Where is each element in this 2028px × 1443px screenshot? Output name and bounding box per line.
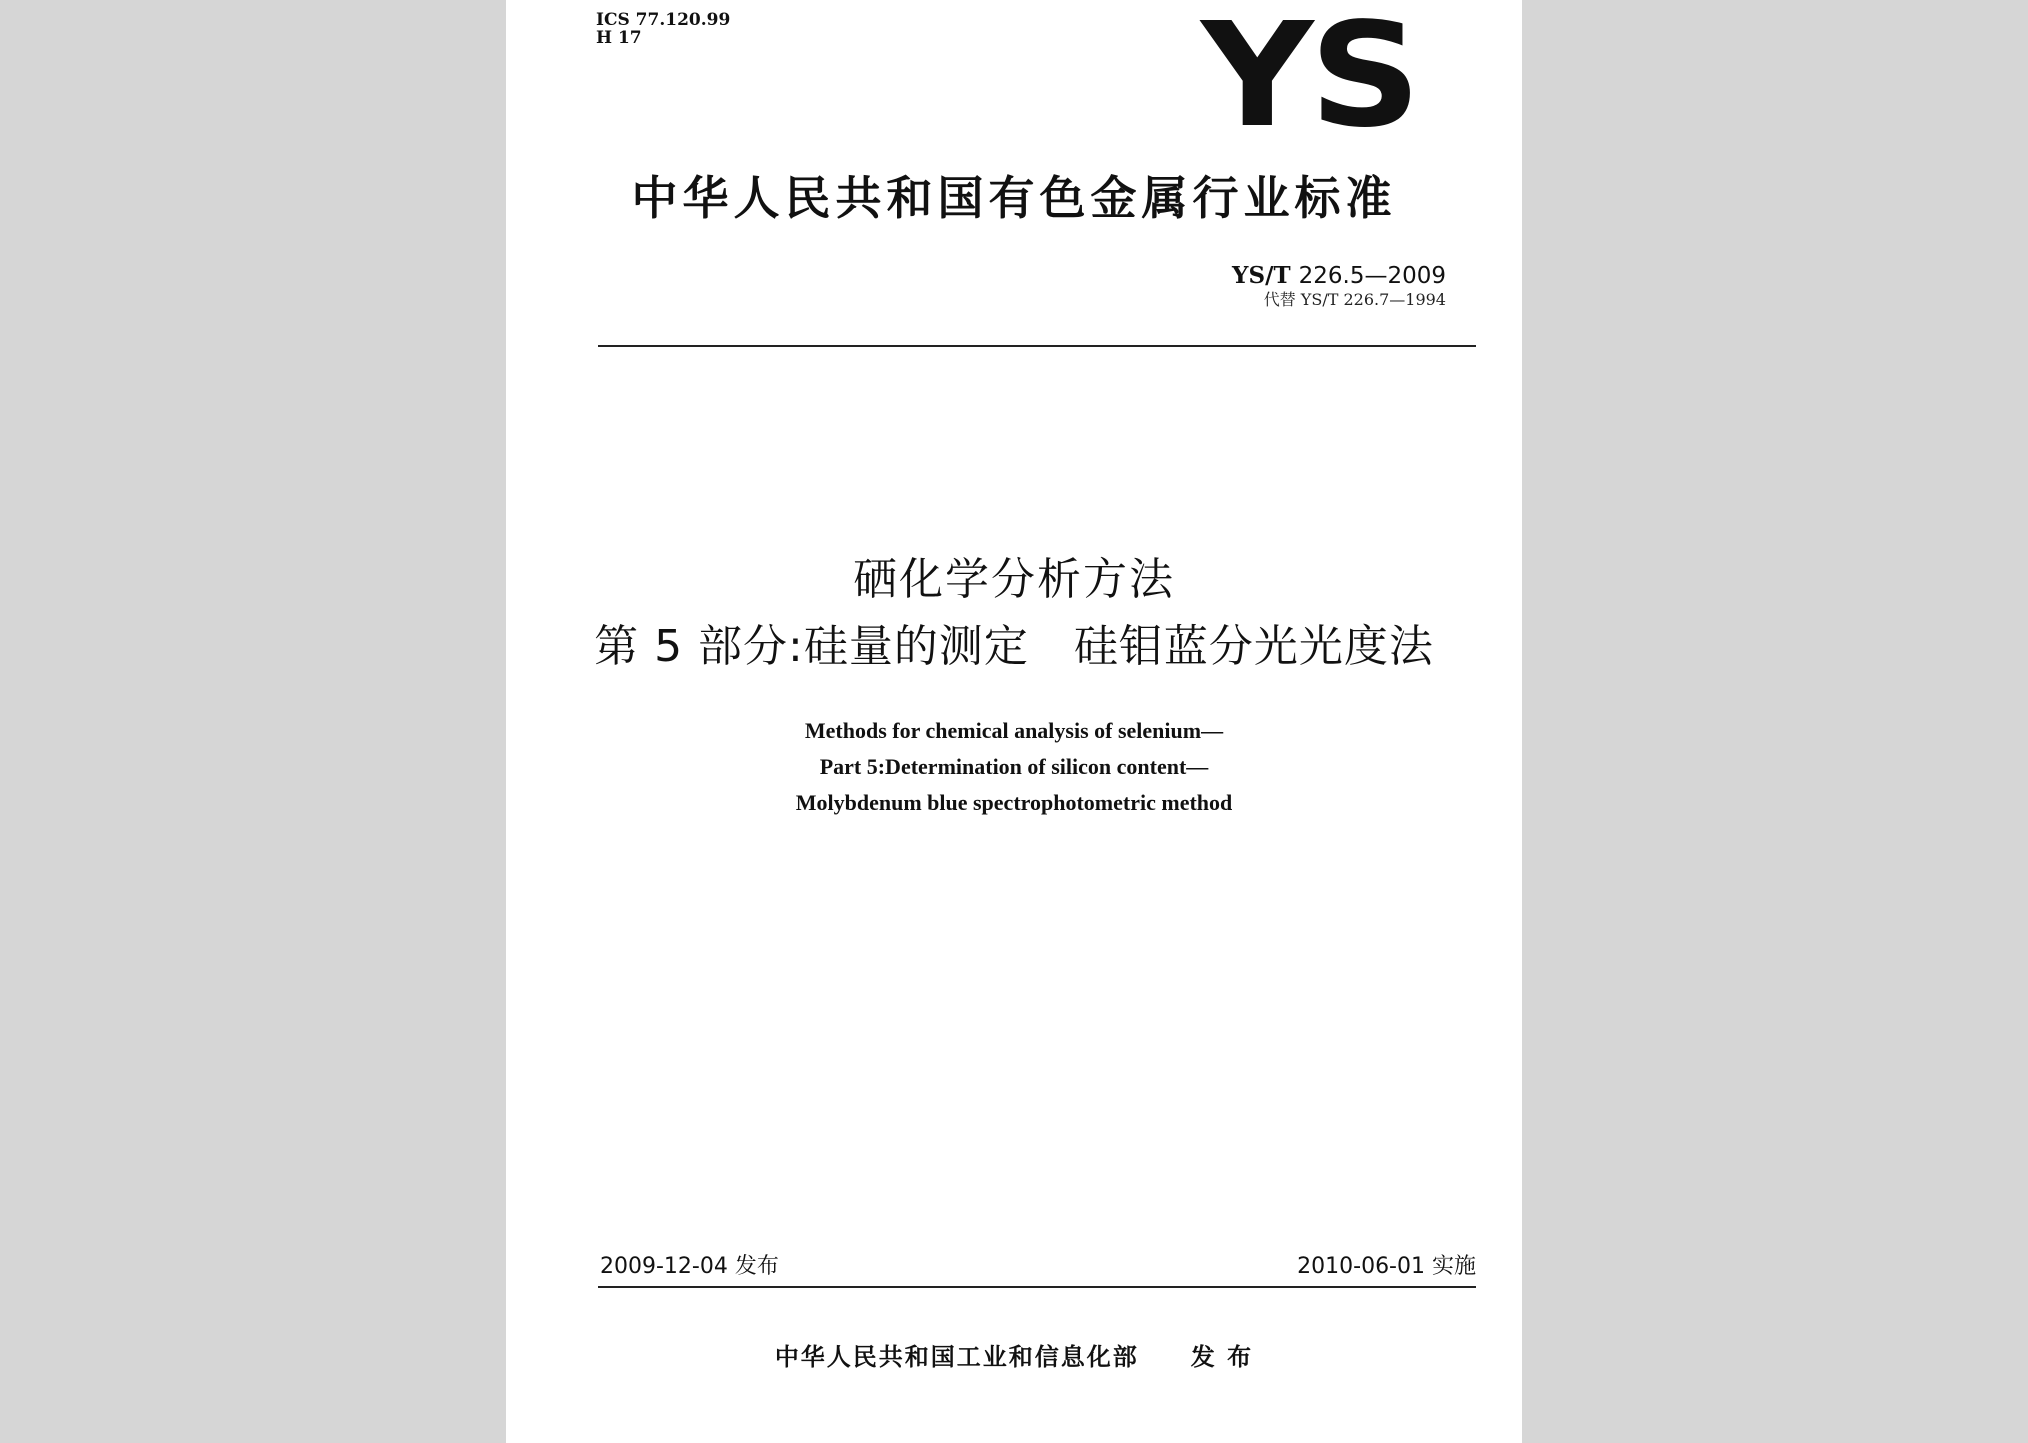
top-divider xyxy=(598,345,1476,347)
english-title-line-2: Part 5:Determination of silicon content— xyxy=(819,754,1209,779)
english-title-line-1: Methods for chemical analysis of selenium— xyxy=(804,718,1224,743)
classification-code: H 17 xyxy=(596,28,642,48)
chinese-title-line-1: 硒化学分析方法 xyxy=(853,554,1175,605)
issue-date: 2009-12-04 发布 xyxy=(600,1254,779,1279)
document-page xyxy=(506,0,1522,1443)
issuing-authority: 中华人民共和国工业和信息化部 发 布 xyxy=(774,1343,1254,1371)
standard-number xyxy=(1232,262,1446,290)
bottom-divider xyxy=(598,1286,1476,1288)
standard-category-title: 中华人民共和国有色金属行业标准 xyxy=(631,171,1397,225)
ics-code: ICS 77.120.99 xyxy=(596,10,731,30)
standard-code-number: 226.5—2009 xyxy=(1298,263,1446,289)
standard-code-prefix: YS/T xyxy=(1232,262,1291,289)
chinese-title-line-2: 第 5 部分:硅量的测定 硅钼蓝分光光度法 xyxy=(594,621,1434,672)
date-row xyxy=(600,1252,1476,1282)
replaced-standard: 代替 YS/T 226.7—1994 xyxy=(1263,290,1446,309)
effective-date: 2010-06-01 实施 xyxy=(1297,1254,1476,1279)
ys-logo: YS xyxy=(1201,0,1417,159)
english-title-line-3: Molybdenum blue spectrophotometric method xyxy=(795,790,1233,815)
